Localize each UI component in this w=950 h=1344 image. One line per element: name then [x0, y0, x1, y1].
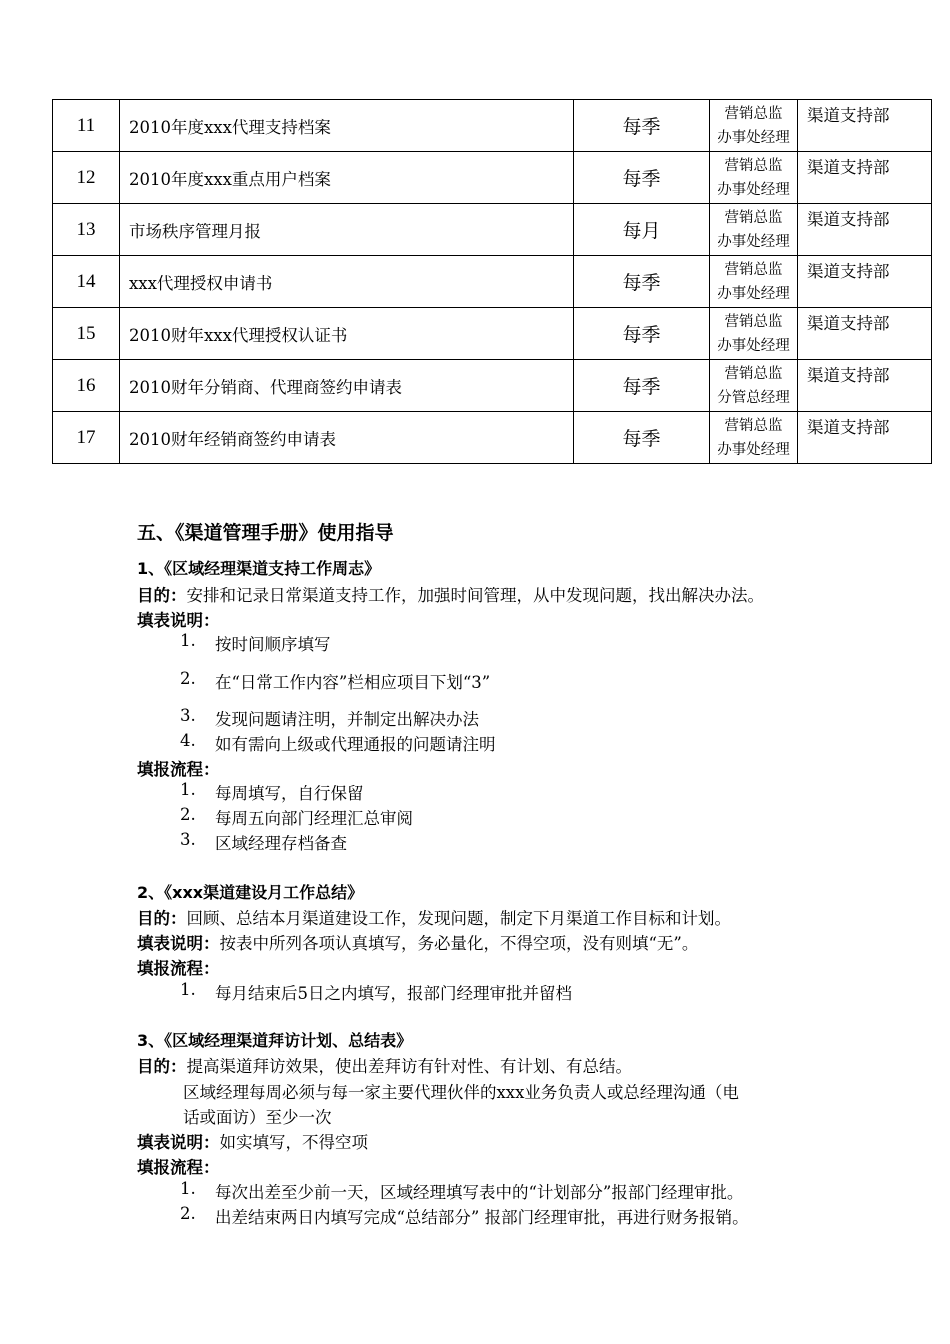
s2-fill: 填表说明：按表中所列各项认真填写，务必量化，不得空项，没有则填“无”。 [137, 934, 699, 953]
approver-primary: 营销总监 [724, 261, 783, 278]
approvers [710, 100, 798, 152]
frequency: 每月 [574, 204, 710, 256]
department: 渠道支持部 [798, 256, 932, 308]
department: 渠道支持部 [798, 360, 932, 412]
approver-primary: 营销总监 [724, 313, 783, 330]
approvers [710, 204, 798, 256]
section-title: 五、《渠道管理手册》使用指导 [137, 522, 394, 544]
table-row [53, 412, 932, 464]
s1-title: 1、《区域经理渠道支持工作周志》 [137, 559, 381, 578]
s2-purpose: 目的：回顾、总结本月渠道建设工作，发现问题，制定下月渠道工作目标和计划。 [137, 909, 731, 928]
approver-secondary: 办事处经理 [717, 441, 790, 458]
department: 渠道支持部 [798, 152, 932, 204]
frequency: 每季 [574, 256, 710, 308]
row-number: 16 [53, 360, 120, 412]
row-number: 12 [53, 152, 120, 204]
s3-flow-label: 填报流程： [137, 1158, 220, 1177]
department: 渠道支持部 [798, 100, 932, 152]
row-number: 17 [53, 412, 120, 464]
row-number: 15 [53, 308, 120, 360]
approver-secondary: 办事处经理 [717, 181, 790, 198]
approver-secondary: 办事处经理 [717, 233, 790, 250]
document-name: 2010年度xxx代理支持档案 [120, 100, 574, 152]
approvers [710, 308, 798, 360]
document-name: xxx代理授权申请书 [120, 256, 574, 308]
approver-primary: 营销总监 [724, 365, 783, 382]
table-row [53, 100, 932, 152]
document-list-table [52, 99, 932, 464]
s3-purpose: 目的：提高渠道拜访效果，使出差拜访有针对性、有计划、有总结。 [137, 1057, 632, 1076]
approvers [710, 152, 798, 204]
approvers [710, 412, 798, 464]
document-name: 市场秩序管理月报 [120, 204, 574, 256]
approver-secondary: 办事处经理 [717, 337, 790, 354]
s3-title: 3、《区域经理渠道拜访计划、总结表》 [137, 1031, 413, 1050]
department: 渠道支持部 [798, 412, 932, 464]
department: 渠道支持部 [798, 308, 932, 360]
s1-flow-label: 填报流程： [137, 760, 220, 779]
approvers [710, 256, 798, 308]
approver-secondary: 分管总经理 [717, 389, 790, 406]
s3-purpose-note-line2: 话或面访）至少一次 [183, 1108, 332, 1127]
table-row [53, 152, 932, 204]
s3-fill: 填表说明：如实填写，不得空项 [137, 1133, 368, 1152]
approver-primary: 营销总监 [724, 157, 783, 174]
frequency: 每季 [574, 152, 710, 204]
approver-secondary: 办事处经理 [717, 285, 790, 302]
document-name: 2010财年分销商、代理商签约申请表 [120, 360, 574, 412]
document-name: 2010财年经销商签约申请表 [120, 412, 574, 464]
table-row [53, 308, 932, 360]
s1-fill-label: 填表说明： [137, 611, 220, 630]
frequency: 每季 [574, 308, 710, 360]
s1-purpose: 目的：安排和记录日常渠道支持工作，加强时间管理，从中发现问题，找出解决办法。 [137, 586, 764, 605]
s2-flow-label: 填报流程： [137, 959, 220, 978]
document-name: 2010财年xxx代理授权认证书 [120, 308, 574, 360]
row-number: 13 [53, 204, 120, 256]
frequency: 每季 [574, 412, 710, 464]
approver-primary: 营销总监 [724, 209, 783, 226]
approvers [710, 360, 798, 412]
frequency: 每季 [574, 100, 710, 152]
row-number: 11 [53, 100, 120, 152]
approver-secondary: 办事处经理 [717, 129, 790, 146]
approver-primary: 营销总监 [724, 417, 783, 434]
table-row [53, 360, 932, 412]
table-row [53, 204, 932, 256]
department: 渠道支持部 [798, 204, 932, 256]
s2-title: 2、《xxx渠道建设月工作总结》 [137, 883, 364, 902]
frequency: 每季 [574, 360, 710, 412]
approver-primary: 营销总监 [724, 105, 783, 122]
table-row [53, 256, 932, 308]
document-name: 2010年度xxx重点用户档案 [120, 152, 574, 204]
row-number: 14 [53, 256, 120, 308]
s3-purpose-note-line1: 区域经理每周必须与每一家主要代理伙伴的xxx业务负责人或总经理沟通（电 [183, 1083, 739, 1102]
